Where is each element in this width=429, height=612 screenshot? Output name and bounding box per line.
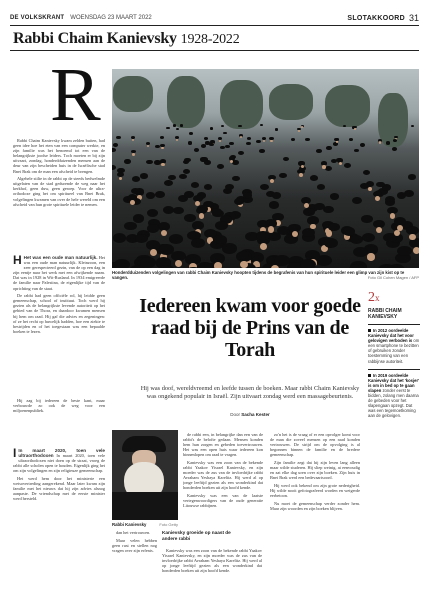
crowd-hat <box>333 142 338 145</box>
crowd-hat <box>411 125 414 127</box>
crowd-hat <box>343 227 356 236</box>
crowd-hat <box>385 198 395 205</box>
crowd-hat <box>349 138 353 141</box>
crowd-hat <box>334 138 338 141</box>
crowd-hat <box>210 127 213 129</box>
crowd-hat <box>256 140 261 143</box>
crowd-face <box>268 226 274 232</box>
obituary-years: 1928-2022 <box>180 32 240 47</box>
background-tree <box>167 76 205 128</box>
masthead <box>10 13 419 23</box>
crowd-hat <box>133 214 145 222</box>
crowd-hat <box>408 174 416 179</box>
crowd-hat <box>247 137 251 140</box>
section-lead: Het was een oude man natuurlijk. <box>23 255 98 260</box>
crowd-hat <box>363 170 370 175</box>
crowd-hat <box>179 174 187 179</box>
crowd-hat <box>166 127 169 129</box>
article-column-1c <box>13 398 105 442</box>
crowd-hat <box>194 148 199 152</box>
paragraph: dan het vertrouwen. <box>116 530 151 535</box>
crowd-hat <box>124 159 130 163</box>
section-name: SLOTAKKOORD <box>347 14 405 22</box>
crowd-hat <box>146 192 156 199</box>
crowd-face <box>150 249 157 256</box>
crowd-hat <box>217 164 224 169</box>
paragraph-with-initial <box>13 448 105 473</box>
crowd-face <box>161 230 167 236</box>
article-intro: Hij was doof, wereldvreemd en leefde tussen de boeken. Maar rabbi Chaim Kanievsky was ongekend populair in Israël. Zijn uitvaart zondag werd een massagebeurtenis. <box>140 385 360 400</box>
crowd-hat <box>112 165 116 170</box>
rabbi-portrait-photo <box>112 430 178 520</box>
crowd-hat <box>209 143 214 146</box>
sidebar-item-text: zonder eerst te bidden, zolang men daarna de gebeden voor het slapengaan opzegt. Dat was een tegemoetkoming aan de gelovigen. <box>368 387 419 419</box>
drop-cap: R <box>50 53 101 137</box>
crowd-hat <box>116 136 120 139</box>
crowd-hat <box>360 143 365 146</box>
headline-rule <box>10 50 419 51</box>
crowd-hat <box>259 149 264 153</box>
paragraph-text: In maart 2020, toen vele ultraorthodoxen niet doen op de straat, vroeg de rabbi alle scholen open te houden. Eigenlijk ging het om zijn volgelingen en zijn religieuze gemeenschap. <box>13 453 105 474</box>
crowd-hat <box>331 159 337 163</box>
crowd-hat <box>392 147 397 151</box>
crowd-face <box>199 213 204 218</box>
crowd-hat <box>183 169 190 174</box>
crowd-face <box>339 162 342 165</box>
crowd-hat <box>169 234 183 244</box>
crowd-hat <box>232 176 240 182</box>
crowd-hat <box>354 149 359 153</box>
article-column-2b <box>112 530 157 605</box>
article-column-2c <box>162 548 262 606</box>
byline-author: Sacha Kester <box>241 412 270 417</box>
crowd-hat <box>328 223 341 232</box>
crowd-hat <box>324 238 338 248</box>
crowd-hat <box>173 124 176 126</box>
paragraph: Kanievsky was een van de laatste vertegenwoordigers van de oude generatie Litouwse rabbijnen. <box>183 493 263 509</box>
crowd-hat <box>158 265 175 268</box>
crowd-face <box>195 201 200 206</box>
crowd-hat <box>302 228 315 237</box>
sidebar-item-text: om een smartphone te bezitten of gebruiken zonder toestemming van een rabbijnse autoriteit. <box>368 338 420 364</box>
section-lead: In maart 2020, toen vele ultraorthodoxen <box>18 448 105 459</box>
crowd-face <box>130 200 135 205</box>
crowd-hat <box>300 259 316 268</box>
crowd-hat <box>362 233 376 242</box>
crowd-hat <box>191 238 205 248</box>
crowd-hat <box>204 184 213 190</box>
crowd-hat <box>353 247 368 257</box>
sidebar-item-lead: In 2019 oordeelde Kanievsky dat het 'kosjer' is om in bed op te gaan slapen <box>368 372 420 393</box>
crowd-hat <box>386 141 391 144</box>
newspaper-brand: DE VOLKSKRANT <box>10 15 65 21</box>
crowd-hat <box>225 184 234 190</box>
fact-sidebar <box>368 290 420 424</box>
paragraph: Kanievsky was een zoon van de bekende rabbi Yaakov Yisrael Kanievsky, en zijn moeder was de zus van de invloedrijke rabbi Avraham Yeshaya Karelitz. Hij werd al op jonge leeftijd gezien als een wonderkind dat honderden boeken uit zijn hoofd kende. <box>162 548 262 574</box>
crowd-face <box>176 139 178 141</box>
crowd-hat <box>238 151 244 155</box>
crowd-hat <box>229 142 234 145</box>
crowd-hat <box>155 145 160 149</box>
crowd-face <box>322 165 325 168</box>
masthead-rule <box>10 25 419 26</box>
section-initial: H <box>13 255 22 267</box>
crowd-face <box>240 261 248 268</box>
crowd-hat <box>291 138 295 141</box>
byline-prefix: Door <box>230 412 240 417</box>
crowd-hat <box>173 207 184 215</box>
paragraph-with-initial <box>13 255 105 291</box>
crowd-hat <box>184 158 190 162</box>
sidebar-count-value: 2 <box>368 290 375 305</box>
crowd-hat <box>310 175 318 181</box>
portrait-caption <box>112 522 178 527</box>
crowd-hat <box>275 128 278 130</box>
crowd-hat <box>124 222 136 231</box>
background-tree <box>220 80 263 130</box>
crowd-face <box>397 225 403 231</box>
crowd-hat <box>305 138 309 141</box>
crowd-hat <box>113 143 118 146</box>
crowd-hat <box>155 191 164 198</box>
paragraph: Zijn familie zegt dat hij zijn leven lang alleen maar wilde studeren. Hij sliep weinig, at eenvoudig en zat elke dag uren over zijn boeken. Zijn huis in Bnei Brak werd een bedevaartsoord. <box>270 459 360 481</box>
paragraph: zo'n het is de vraag of er een opvolger komt voor de man die zoveel mensen op een raad konden vertrouwen. De strijd om de opvolging is al begonnen binnen de familie en de bredere gemeenschap. <box>270 432 360 458</box>
crowd-hat <box>205 141 210 144</box>
crowd-hat <box>132 176 140 182</box>
portrait-caption-text: Rabbi Kanievsky <box>112 522 147 527</box>
background-tree <box>325 85 370 127</box>
crowd-face <box>270 140 272 142</box>
crowd-face <box>175 260 183 268</box>
section-initial: I <box>13 448 17 460</box>
crowd-hat <box>279 173 287 178</box>
sidebar-item-lead: In 2012 oordeelde Kanievsky dat het voor gelovigen verboden is <box>368 328 414 344</box>
issue-date: WOENSDAG 23 MAART 2022 <box>70 15 152 21</box>
crowd-hat <box>378 264 395 268</box>
crowd-hat <box>397 192 407 199</box>
crowd-face <box>147 145 149 147</box>
crowd-hat <box>222 243 237 253</box>
crowd-hat <box>220 146 225 150</box>
portrait-credit: Foto Getty <box>159 522 178 527</box>
crowd-hat <box>317 184 326 190</box>
crowd-hat <box>204 160 210 165</box>
crowd-hat <box>191 182 200 188</box>
crowd-hat <box>147 209 158 217</box>
crowd-hat <box>160 136 164 139</box>
crowd-hat <box>303 208 314 216</box>
crowd-hat <box>188 141 193 144</box>
crowd-face <box>367 253 374 260</box>
crowd-face <box>375 196 380 201</box>
crowd-hat <box>154 160 160 165</box>
crowd-hat <box>330 193 340 200</box>
crowd-face <box>260 243 267 250</box>
bullet-square-icon <box>368 329 371 332</box>
byline <box>140 412 360 417</box>
crowd-hat <box>234 198 244 205</box>
paragraph: Hij zag bij iedereen de beste kant, maar verbouwde zo ook de weg voor een miljoenenpubliek. <box>13 398 105 414</box>
article-column-1b <box>13 255 105 395</box>
crowd-hat <box>114 259 130 268</box>
crowd-hat <box>189 132 193 135</box>
crowd-hat <box>223 132 227 135</box>
crowd-face <box>240 136 242 138</box>
coat-shape <box>112 492 178 520</box>
crowd-face <box>132 139 134 141</box>
background-tree <box>113 76 153 112</box>
crowd-face <box>310 224 316 230</box>
crowd-hat <box>272 192 282 199</box>
crowd-hat <box>350 235 364 245</box>
article-column-3 <box>270 432 360 606</box>
crowd-face <box>299 173 303 177</box>
crowd-hat <box>352 197 362 204</box>
crowd-hat <box>343 125 346 127</box>
crowd-face <box>119 177 123 181</box>
photo-credit: Foto Gil Cohen Magen / AFP <box>367 275 419 280</box>
crowd-hat <box>176 128 179 130</box>
crowd-face <box>161 163 164 166</box>
crowd-face <box>270 179 274 183</box>
crowd-hat <box>316 149 321 153</box>
crowd-face <box>354 128 356 130</box>
page-number: 31 <box>408 13 419 23</box>
crowd-hat <box>269 201 279 208</box>
crowd-face <box>214 262 222 268</box>
crowd-hat <box>283 157 289 161</box>
paragraph: Kanievsky was een zoon van de bekende rabbi Yaakov Yisrael Kanievsky, en zijn moeder was de zus van de invloedrijke rabbi Avraham Yeshaya Karelitz. Hij werd al op jonge leeftijd gezien als een wonderkind dat honderden boeken uit zijn hoofd kende. <box>183 459 263 491</box>
paragraph: Maar velen hebben geen rust en stellen nog vragen over zijn erfenis. <box>112 537 157 553</box>
crowd-hat <box>326 146 331 150</box>
crowd-hat <box>325 166 332 171</box>
crowd-face <box>413 247 419 254</box>
paragraph: Rabbi Chaim Kanievsky kwam zelden buiten, had geen idee hoe het eten van een computer werkte, en zijn familie was het benoemd tot een van de belangrijkste joodse leiders. Toch moeten er bij zijn uitvaart, zondag, honderdduizenden mensen aan de deur van zijn bescheiden huis in de Israëlische stad Bnei Brak om de man een afscheid te brengen. <box>13 138 105 174</box>
crowd-hat <box>260 184 269 190</box>
crowd-hat <box>163 206 174 214</box>
article-column-1d <box>13 448 105 604</box>
obituary-headline <box>13 30 240 48</box>
crowd-hat <box>232 160 239 165</box>
funeral-crowd-photo <box>112 69 419 268</box>
crowd-hat <box>180 124 183 126</box>
paragraph: Algehele stilte in de rabbi op de steeds bedwelmde uitgelaten van de stad gedurende de weg naar het kerkhof, geen duw, geen geroep. Voor de ultra-orthodoxe ging het om spiritueel van Bnei Brak, volgelingen kwamen van over de hele wereld om een afscheid van hun grote spirituele leider te nemen. <box>13 176 105 207</box>
crowd-hat <box>225 145 230 148</box>
crowd-hat <box>260 124 263 126</box>
crowd-hat <box>168 175 176 181</box>
crowd-hat <box>164 180 172 186</box>
paragraph: Hij werd ook bekend om zijn grote nederigheid. Hij wilde nooit gefotografeerd worden en weigerde eerbetoon. <box>270 482 360 499</box>
crowd-hat <box>361 215 373 223</box>
sidebar-item <box>368 369 420 419</box>
paragraph: de rabbi een, in belangrijke dan een van de rabbi's de belofte gedaan. Mensen konden hem hun zorgen en gebeden toevertrouwen. Het was een open huis waar iedereen kon binnenlopen om raad te vragen. <box>183 432 263 458</box>
crowd-face <box>132 153 135 156</box>
crowd-hat <box>344 163 351 168</box>
inline-subhead: Kanievsky groeide op naast de andere rabbi <box>162 530 231 541</box>
crowd-face <box>263 140 265 142</box>
crowd-hat <box>113 233 127 242</box>
paragraph-text: Het was een oude man natuurlijk. Kleinzoon, een zeer gerespecteerd gezin, van de op een dag in zijn eentje naar het werk met een afwijkende naam. Dat was in 1928 in Wit-Rusland. In 1934 emigreerde de familie naar Palestina, de eigenlijke tijd van de oprichting van de staat. <box>13 255 105 291</box>
paragraph: Het werd hem door het ministerie een wetsovertreding aangerekend. Maar later kwam zijn familie met het nieuws dat hij zijn advies alsnog aanpaste. De vriendschap met de eerste minister werd hersteld. <box>13 475 105 502</box>
crowd-hat <box>393 139 397 142</box>
pull-quote-headline: Iedereen kwam voor goede raad bij de Prins van de Torah <box>139 295 361 361</box>
crowd-hat <box>204 137 208 140</box>
bullet-square-icon <box>368 374 371 377</box>
crowd-hat <box>112 148 116 152</box>
caption-text: Honderdduizenden volgelingen van rabbi Chaim Kanievsky hoopten tijdens de begrafenis van hun spirituele leider een glimp van zijn kist op te vangen. <box>112 270 405 281</box>
paragraph: Nu moet de gemeenschap verder zonder hem. Maar zijn woorden en zijn boeken blijven. <box>270 500 360 511</box>
article-column-2 <box>183 432 263 527</box>
paragraph: De rabbi had geen officiële rol, hij leidde geen gemeenschap, school of instituut. Toch werd hij gezien als de belangrijkste levende autoriteit op het gebied van de Thora, en daardoor kwamen mensen bij hem om raad. Hij gaf die advies en zegeningen: of ze het recht op huwelijk hadden, hoe een ziekte te bestrijden en of het toegestaan was een bepaalde boeken te lezen. <box>13 293 105 334</box>
crowd-face <box>298 130 300 132</box>
crowd-hat <box>243 192 253 199</box>
crowd-hat <box>274 255 290 266</box>
photo-caption <box>112 270 419 281</box>
crowd-hat <box>221 125 224 127</box>
crowd-hat <box>215 221 227 230</box>
crowd-hat <box>211 208 222 216</box>
sidebar-item <box>368 324 420 364</box>
crowd-hat <box>376 182 385 188</box>
obituary-name: Rabbi Chaim Kanievsky <box>13 30 177 47</box>
background-tree <box>269 84 314 120</box>
crowd-face <box>301 126 303 128</box>
crowd-hat <box>140 173 148 178</box>
crowd-hat <box>147 224 160 233</box>
sidebar-count-suffix: x <box>375 293 380 303</box>
crowd-hat <box>140 257 156 268</box>
crowd-hat <box>256 231 269 240</box>
sidebar-title: RABBI CHAIM KANIEVSKY <box>368 308 402 320</box>
crowd-hat <box>146 160 152 165</box>
crowd-hat <box>246 142 251 145</box>
crowd-face <box>376 227 382 233</box>
crowd-hat <box>360 183 369 189</box>
crowd-hat <box>201 144 206 147</box>
crowd-face <box>368 187 372 191</box>
crowd-face <box>161 147 163 149</box>
crowd-face <box>304 203 309 208</box>
crowd-face <box>271 265 279 268</box>
sidebar-count <box>368 290 420 306</box>
